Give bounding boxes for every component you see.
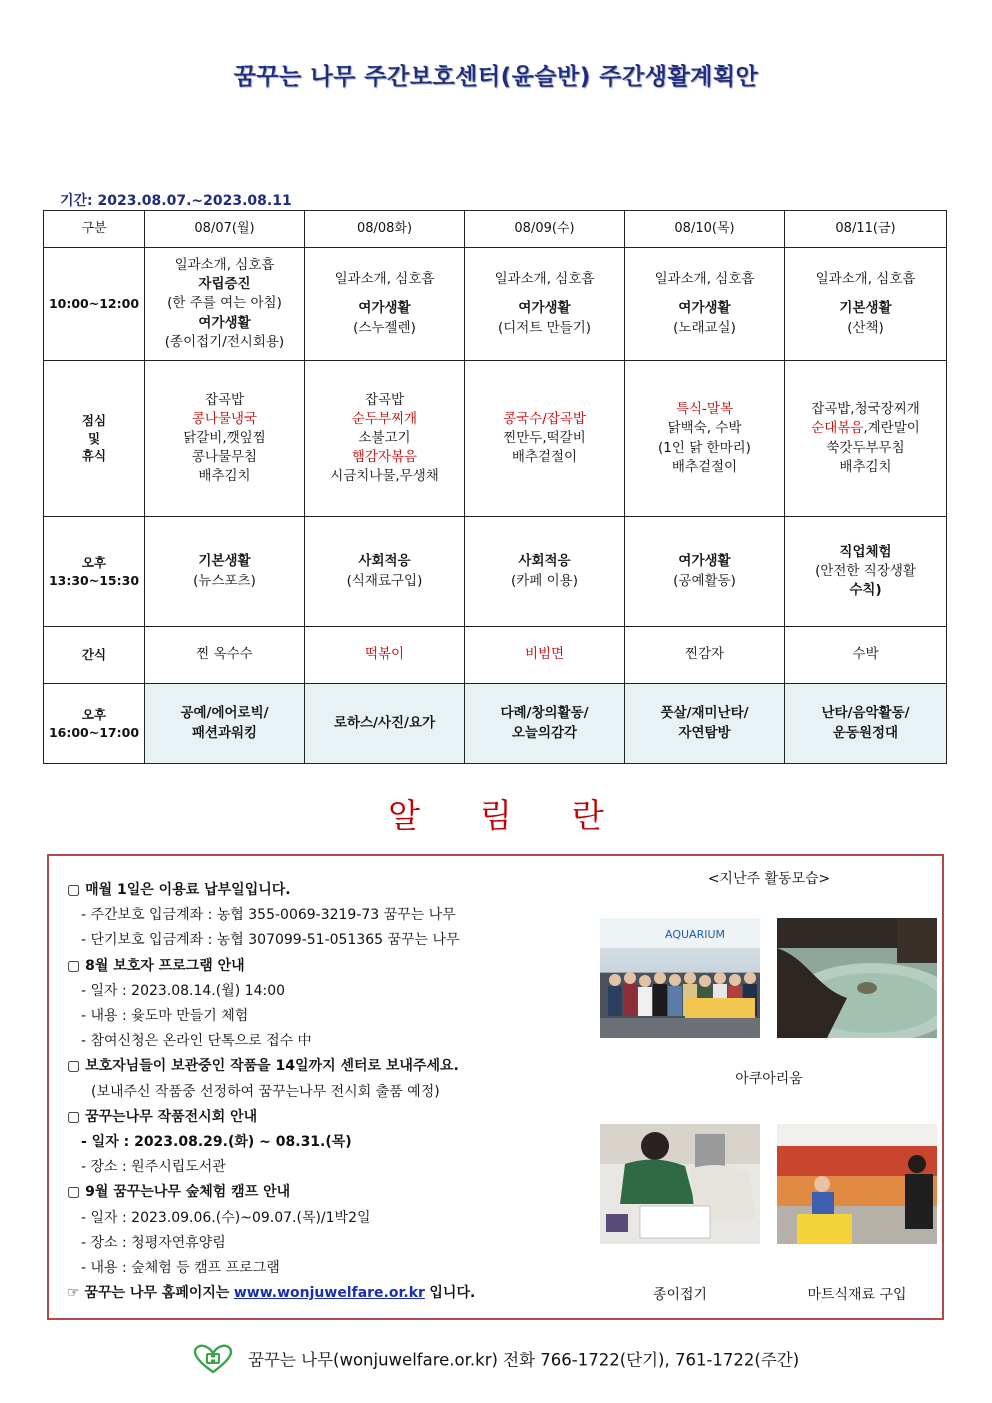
aquarium-sign: AQUARIUM xyxy=(665,928,725,941)
row-label-line: 13:30~15:30 xyxy=(48,572,140,588)
notice-line: ▢ 보호자님들이 보관중인 작품을 14일까지 센터로 보내주세요. xyxy=(67,1058,459,1075)
cell-line: 배추김치 xyxy=(839,458,892,475)
cell-line: 운동원정대 xyxy=(832,724,899,741)
schedule-cell xyxy=(625,684,785,764)
cell-line: 배추겉절이 xyxy=(671,458,738,475)
caption-mart: 마트식재료 구입 xyxy=(807,1287,907,1303)
header-day: 08/11(금) xyxy=(785,211,947,248)
cell-line: (공예활동) xyxy=(673,572,736,589)
cell-line: 다례/창의활동/ xyxy=(500,705,589,722)
cell-line: 잡곡밥 xyxy=(204,391,245,408)
schedule-cell xyxy=(785,684,947,764)
cell-line: 찐감자 xyxy=(684,646,725,663)
row-label-line: 간식 xyxy=(81,647,107,663)
row-label-line: 점심 xyxy=(81,412,107,428)
cell-line xyxy=(788,289,943,299)
cell-line: (노래교실) xyxy=(673,319,736,336)
aquarium-group-photo xyxy=(600,918,760,1038)
schedule-cell xyxy=(305,361,465,517)
cell-line: 여가생활 xyxy=(358,300,411,317)
row-label-line: 휴식 xyxy=(81,448,107,464)
cell-line: 자립증진 xyxy=(198,276,251,293)
gallery-heading: <지난주 활동모습> xyxy=(707,871,831,887)
cell-line: 기본생활 xyxy=(198,553,251,570)
cell-line: 여가생활 xyxy=(518,300,571,317)
cell-line: 난타/음악활동/ xyxy=(821,705,910,722)
schedule-cell xyxy=(145,248,305,361)
cell-line: 시금치나물,무생채 xyxy=(330,468,439,485)
cell-line: (종이접기/전시회용) xyxy=(164,333,285,350)
schedule-cell xyxy=(145,361,305,517)
header-day: 08/09(수) xyxy=(465,211,625,248)
cell-line: 패션과워킹 xyxy=(191,724,258,741)
schedule-cell xyxy=(625,517,785,627)
cell-line: (1인 닭 한마리) xyxy=(658,439,751,456)
cell-line: 공예/에어로빅/ xyxy=(180,705,269,722)
caption-paper-folding: 종이접기 xyxy=(652,1287,708,1303)
cell-line: 닭갈비,깻잎찜 xyxy=(183,429,266,446)
schedule-cell xyxy=(785,361,947,517)
cell-line: 오늘의감각 xyxy=(511,724,578,741)
aquarium-touch-pool-photo xyxy=(777,918,937,1038)
cell-line: 기본생활 xyxy=(839,300,892,317)
schedule-cell xyxy=(465,684,625,764)
cell-line: 쑥갓두부무침 xyxy=(826,439,905,456)
table-header-row xyxy=(44,211,947,248)
page-title: 꿈꾸는 나무 주간보호센터(윤슬반) 주간생활계획안 xyxy=(233,64,759,90)
cell-line: 수박 xyxy=(852,646,879,663)
schedule-cell xyxy=(465,248,625,361)
cell-line: 순대볶음,계란말이 xyxy=(811,420,920,437)
notice-line: - 단기보호 입금계좌 : 농협 307099-51-051365 꿈꾸는 나무 xyxy=(81,932,460,949)
schedule-cell xyxy=(625,361,785,517)
notice-line: - 참여신청은 온라인 단톡으로 접수 中 xyxy=(81,1033,312,1050)
homepage-line xyxy=(67,1281,587,1306)
schedule-cell xyxy=(465,361,625,517)
cell-line: 사회적응 xyxy=(518,553,571,570)
row-label xyxy=(44,517,145,627)
cell-line: 순두부찌개 xyxy=(351,410,418,427)
cell-line: 일과소개, 심호흡 xyxy=(654,271,755,288)
notice-line: ▢ 8월 보호자 프로그램 안내 xyxy=(67,957,245,974)
notice-list xyxy=(67,878,587,1281)
notice-line: ▢ 꿈꾸는나무 작품전시회 안내 xyxy=(67,1108,258,1125)
header-day: 08/10(목) xyxy=(625,211,785,248)
cell-line: (식재료구입) xyxy=(346,572,423,589)
row-label-line: 10:00~12:00 xyxy=(48,296,140,312)
cell-line: 로하스/사진/요가 xyxy=(333,714,436,731)
homepage-prefix: ☞ 꿈꾸는 나무 홈페이지는 xyxy=(67,1285,230,1301)
schedule-cell xyxy=(465,627,625,684)
notice-line: - 일자 : 2023.09.06.(수)~09.07.(목)/1박2일 xyxy=(81,1209,371,1226)
schedule-cell xyxy=(465,517,625,627)
cell-line: 콩국수/잡곡밥 xyxy=(503,410,586,427)
schedule-cell xyxy=(305,248,465,361)
cell-line xyxy=(628,289,781,299)
schedule-cell xyxy=(785,248,947,361)
header-day: 08/08화) xyxy=(305,211,465,248)
table-row xyxy=(44,361,947,517)
cell-line: 떡볶이 xyxy=(364,646,405,663)
cell-line: 배추겉절이 xyxy=(511,449,578,466)
row-label-line: 오후 xyxy=(81,554,107,570)
cell-line: 소불고기 xyxy=(358,429,411,446)
notice-line: - 일자 : 2023.08.14.(월) 14:00 xyxy=(81,982,286,999)
notice-line: - 내용 : 윷도마 만들기 체험 xyxy=(81,1008,249,1025)
row-label-line: 및 xyxy=(87,430,101,446)
row-label xyxy=(44,361,145,517)
cell-line: 수칙) xyxy=(849,582,882,599)
cell-line: (산책) xyxy=(847,319,884,336)
row-label-line: 오후 xyxy=(81,706,107,722)
schedule-cell xyxy=(625,627,785,684)
notice-heading: 알림란 xyxy=(388,796,664,835)
homepage-link[interactable]: www.wonjuwelfare.or.kr xyxy=(233,1285,425,1301)
header-category: 구분 xyxy=(44,211,145,248)
cell-line: 찐만두,떡갈비 xyxy=(503,429,586,446)
cell-line: (한 주를 여는 아침) xyxy=(167,295,282,312)
notice-line: - 주간보호 입금계좌 : 농협 355-0069-3219-73 꿈꾸는 나무 xyxy=(81,907,456,924)
cell-line: 콩나물무침 xyxy=(191,449,258,466)
plan-period: 기간: 2023.08.07.~2023.08.11 xyxy=(60,193,292,209)
cell-line: 자연탐방 xyxy=(678,724,731,741)
weekly-plan-table xyxy=(43,210,947,764)
schedule-cell xyxy=(145,627,305,684)
notice-line: - 내용 : 숲체험 등 캠프 프로그램 xyxy=(81,1260,280,1277)
table-row xyxy=(44,684,947,764)
cell-line: 닭백숙, 수박 xyxy=(667,420,742,437)
row-label xyxy=(44,684,145,764)
cell-line: 직업체험 xyxy=(839,543,892,560)
cell-line: 찐 옥수수 xyxy=(196,646,253,663)
cell-line: (안전한 직장생활 xyxy=(815,562,916,579)
cell-line xyxy=(308,289,461,299)
row-label xyxy=(44,627,145,684)
schedule-cell xyxy=(305,517,465,627)
cell-line: 잡곡밥,청국장찌개 xyxy=(811,401,920,418)
cell-line: (스누젤렌) xyxy=(353,319,416,336)
cell-line: (디저트 만들기) xyxy=(497,319,592,336)
caption-aquarium: 아쿠아리움 xyxy=(735,1071,803,1087)
cell-line: 여가생활 xyxy=(198,314,251,331)
mart-shopping-photo xyxy=(777,1124,937,1244)
cell-line: 여가생활 xyxy=(678,553,731,570)
cell-line: 햄감자볶음 xyxy=(351,449,418,466)
footer-text: 꿈꾸는 나무(wonjuwelfare.or.kr) 전화 766-1722(단기), 761-1722(주간) xyxy=(248,1350,800,1370)
cell-line: 일과소개, 심호흡 xyxy=(494,271,595,288)
heart-logo-icon xyxy=(193,1344,233,1378)
cell-line: 잡곡밥 xyxy=(364,391,405,408)
cell-line: 배추김치 xyxy=(198,468,251,485)
cell-line: 일과소개, 심호흡 xyxy=(174,257,275,274)
cell-line: 일과소개, 심호흡 xyxy=(334,271,435,288)
header-day: 08/07(월) xyxy=(145,211,305,248)
schedule-cell xyxy=(785,517,947,627)
table-row xyxy=(44,627,947,684)
schedule-cell xyxy=(145,517,305,627)
cell-line: 특식-말복 xyxy=(675,401,734,418)
notice-line: - 장소 : 원주시립도서관 xyxy=(81,1159,226,1176)
cell-line: (카페 이용) xyxy=(511,572,578,589)
cell-line: 사회적응 xyxy=(358,553,411,570)
schedule-cell xyxy=(625,248,785,361)
schedule-cell xyxy=(305,627,465,684)
cell-line: 여가생활 xyxy=(678,300,731,317)
table-row xyxy=(44,517,947,627)
cell-line: 비빔면 xyxy=(524,646,565,663)
notice-line: - 일자 : 2023.08.29.(화) ~ 08.31.(목) xyxy=(81,1134,352,1151)
notice-line: (보내주신 작품중 선정하여 꿈꾸는나무 전시회 출품 예정) xyxy=(91,1083,440,1100)
schedule-cell xyxy=(305,684,465,764)
row-label xyxy=(44,248,145,361)
notice-line: - 장소 : 청평자연휴양림 xyxy=(81,1234,226,1251)
table-row xyxy=(44,248,947,361)
notice-line: ▢ 매월 1일은 이용료 납부일입니다. xyxy=(67,882,291,898)
cell-line: 콩나물냉국 xyxy=(191,410,258,427)
notice-box xyxy=(47,854,944,1320)
cell-line: (뉴스포츠) xyxy=(193,572,256,589)
footer xyxy=(0,1344,992,1378)
notice-line: ▢ 9월 꿈꾸는나무 숲체험 캠프 안내 xyxy=(67,1184,291,1201)
cell-line-highlight: 순대볶음 xyxy=(811,420,864,437)
cell-line: 일과소개, 심호흡 xyxy=(815,271,916,288)
schedule-cell xyxy=(145,684,305,764)
row-label-line: 16:00~17:00 xyxy=(48,724,140,740)
paper-folding-photo xyxy=(600,1124,760,1244)
cell-line: 풋살/재미난타/ xyxy=(660,705,749,722)
cell-line xyxy=(468,289,621,299)
schedule-cell xyxy=(785,627,947,684)
homepage-suffix: 입니다. xyxy=(429,1285,476,1301)
